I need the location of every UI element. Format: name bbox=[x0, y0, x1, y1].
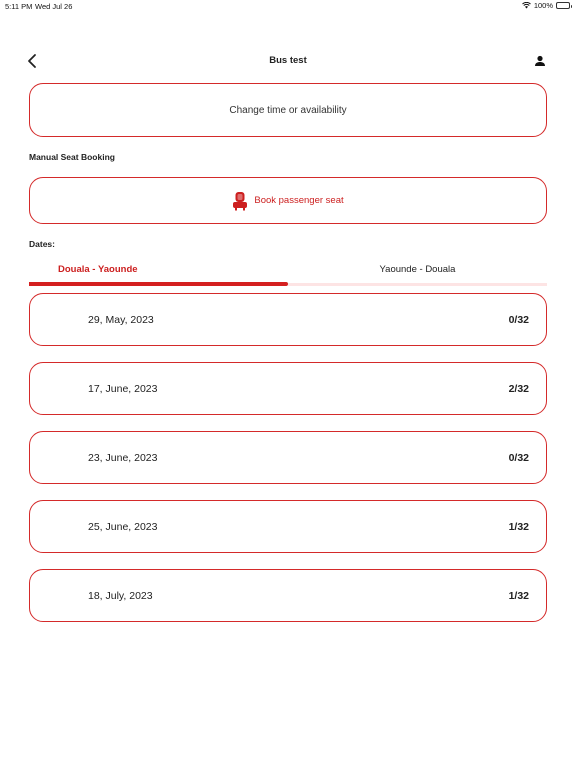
trip-date: 23, June, 2023 bbox=[88, 452, 158, 464]
tab-indicator bbox=[288, 283, 547, 286]
trip-row[interactable] bbox=[29, 500, 547, 553]
book-seat-button[interactable] bbox=[29, 177, 547, 224]
status-time: 5:11 PM bbox=[5, 2, 33, 11]
book-seat-label: Book passenger seat bbox=[254, 195, 344, 206]
status-bar bbox=[0, 0, 576, 12]
trip-date: 25, June, 2023 bbox=[88, 521, 158, 533]
person-icon[interactable] bbox=[533, 54, 547, 68]
change-time-button[interactable] bbox=[29, 83, 547, 137]
battery-percentage: 100% bbox=[533, 1, 553, 10]
manual-booking-heading: Manual Seat Booking bbox=[29, 152, 115, 162]
tab-label: Douala - Yaounde bbox=[58, 264, 138, 275]
seat-icon bbox=[232, 191, 248, 211]
status-date: Wed Jul 26 bbox=[35, 2, 73, 11]
tab-indicator bbox=[29, 282, 288, 286]
seat-count: 1/32 bbox=[508, 521, 529, 533]
change-time-label: Change time or availability bbox=[229, 104, 347, 116]
trip-date: 18, July, 2023 bbox=[88, 590, 153, 602]
trip-row[interactable] bbox=[29, 431, 547, 484]
seat-count: 1/32 bbox=[508, 590, 529, 602]
nav-header bbox=[0, 48, 576, 74]
route-tabs bbox=[29, 258, 547, 286]
tab-yaounde-douala[interactable] bbox=[288, 258, 547, 286]
dates-heading: Dates: bbox=[29, 239, 55, 249]
seat-count: 2/32 bbox=[508, 383, 529, 395]
trip-date: 29, May, 2023 bbox=[88, 314, 154, 326]
trip-row[interactable] bbox=[29, 362, 547, 415]
battery-icon bbox=[556, 2, 570, 9]
page-title: Bus test bbox=[269, 55, 307, 66]
seat-count: 0/32 bbox=[508, 314, 529, 326]
wifi-icon bbox=[522, 2, 531, 9]
seat-count: 0/32 bbox=[508, 452, 529, 464]
tab-label: Yaounde - Douala bbox=[379, 264, 456, 275]
trip-row[interactable] bbox=[29, 293, 547, 346]
tab-douala-yaounde[interactable] bbox=[29, 258, 288, 286]
status-right bbox=[522, 1, 570, 10]
trip-row[interactable] bbox=[29, 569, 547, 622]
trip-date: 17, June, 2023 bbox=[88, 383, 158, 395]
